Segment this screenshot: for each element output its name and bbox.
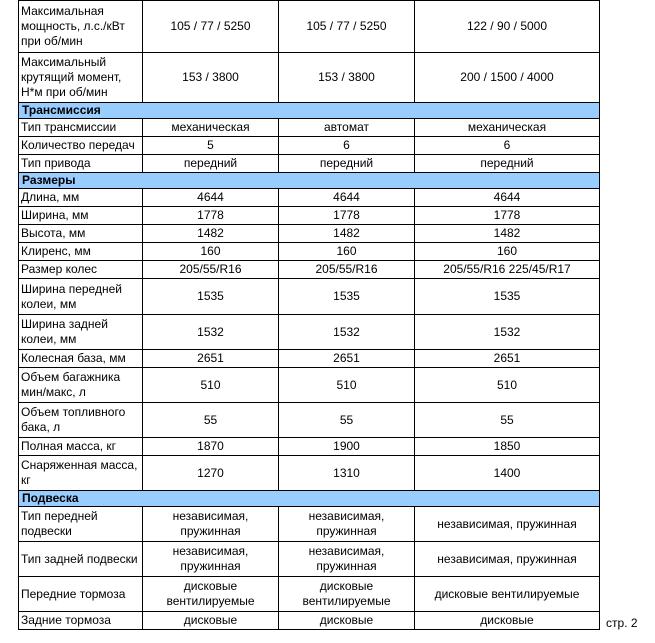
row-value-1: дисковые xyxy=(143,612,279,630)
row-value-3: независимая, пружинная xyxy=(415,507,600,542)
row-value-2: 1310 xyxy=(279,456,415,491)
table-row xyxy=(19,368,600,403)
row-value-3: 1535 xyxy=(415,279,600,315)
specifications-table xyxy=(18,0,600,630)
row-label: Тип передней подвески xyxy=(19,507,143,542)
row-label: Размер колес xyxy=(19,261,143,279)
row-label: Объем топливного бака, л xyxy=(19,403,143,438)
row-value-2: 4644 xyxy=(279,189,415,207)
row-value-1: 4644 xyxy=(143,189,279,207)
row-value-2: независимая, пружинная xyxy=(279,542,415,577)
row-value-2: 1482 xyxy=(279,225,415,243)
row-value-1: дисковые вентилируемые xyxy=(143,577,279,612)
table-row xyxy=(19,243,600,261)
table-row xyxy=(19,315,600,350)
table-row xyxy=(19,350,600,368)
page-number: стр. 2 xyxy=(606,616,638,630)
row-value-2: 55 xyxy=(279,403,415,438)
table-row xyxy=(19,189,600,207)
row-value-1: 1270 xyxy=(143,456,279,491)
row-value-3: 4644 xyxy=(415,189,600,207)
row-label: Длина, мм xyxy=(19,189,143,207)
row-value-1: 160 xyxy=(143,243,279,261)
section-title: Трансмиссия xyxy=(19,103,600,119)
row-value-2: дисковые xyxy=(279,612,415,630)
row-label: Максимальный крутящий момент, Н*м при об/мин xyxy=(19,53,143,103)
row-label: Клиренс, мм xyxy=(19,243,143,261)
row-value-2: 2651 xyxy=(279,350,415,368)
row-value-2: 1532 xyxy=(279,315,415,350)
row-value-1: 1870 xyxy=(143,438,279,456)
row-label: Полная масса, кг xyxy=(19,438,143,456)
row-value-2: 160 xyxy=(279,243,415,261)
section-header-row xyxy=(19,491,600,507)
row-value-3: 55 xyxy=(415,403,600,438)
row-value-3: 1400 xyxy=(415,456,600,491)
row-label: Высота, мм xyxy=(19,225,143,243)
row-value-2: независимая, пружинная xyxy=(279,507,415,542)
section-header-row xyxy=(19,173,600,189)
row-value-2: 1778 xyxy=(279,207,415,225)
row-value-1: 510 xyxy=(143,368,279,403)
row-value-3: дисковые вентилируемые xyxy=(415,577,600,612)
row-value-1: независимая, пружинная xyxy=(143,507,279,542)
row-value-2: дисковые вентилируемые xyxy=(279,577,415,612)
row-value-3: передний xyxy=(415,155,600,173)
row-value-1: 205/55/R16 xyxy=(143,261,279,279)
row-label: Ширина задней колеи, мм xyxy=(19,315,143,350)
row-label: Передние тормоза xyxy=(19,577,143,612)
row-value-2: передний xyxy=(279,155,415,173)
table-row xyxy=(19,137,600,155)
row-value-2: 1900 xyxy=(279,438,415,456)
table-row xyxy=(19,1,600,53)
row-value-3: 1532 xyxy=(415,315,600,350)
row-value-1: передний xyxy=(143,155,279,173)
row-label: Ширина передней колеи, мм xyxy=(19,279,143,315)
row-label: Тип задней подвески xyxy=(19,542,143,577)
table-row xyxy=(19,119,600,137)
row-value-2: 510 xyxy=(279,368,415,403)
row-value-2: 105 / 77 / 5250 xyxy=(279,1,415,53)
row-label: Снаряженная масса, кг xyxy=(19,456,143,491)
row-value-3: 205/55/R16 225/45/R17 xyxy=(415,261,600,279)
row-label: Количество передач xyxy=(19,137,143,155)
row-label: Объем багажника мин/макс, л xyxy=(19,368,143,403)
section-title: Подвеска xyxy=(19,491,600,507)
row-value-3: механическая xyxy=(415,119,600,137)
row-value-1: механическая xyxy=(143,119,279,137)
row-value-3: 1850 xyxy=(415,438,600,456)
row-label: Ширина, мм xyxy=(19,207,143,225)
row-value-3: 1482 xyxy=(415,225,600,243)
row-value-1: 1532 xyxy=(143,315,279,350)
row-label: Задние тормоза xyxy=(19,612,143,630)
row-value-2: 1535 xyxy=(279,279,415,315)
table-row xyxy=(19,261,600,279)
section-header-row xyxy=(19,103,600,119)
row-value-1: 153 / 3800 xyxy=(143,53,279,103)
table-row xyxy=(19,438,600,456)
table-row xyxy=(19,155,600,173)
table-row xyxy=(19,612,600,630)
row-label: Максимальная мощность, л.с./кВт при об/мин xyxy=(19,1,143,53)
row-value-1: 55 xyxy=(143,403,279,438)
row-value-3: 200 / 1500 / 4000 xyxy=(415,53,600,103)
row-value-3: 510 xyxy=(415,368,600,403)
row-value-1: 5 xyxy=(143,137,279,155)
table-row xyxy=(19,577,600,612)
row-value-2: 153 / 3800 xyxy=(279,53,415,103)
row-value-1: 1535 xyxy=(143,279,279,315)
row-value-1: 1778 xyxy=(143,207,279,225)
row-value-3: дисковые xyxy=(415,612,600,630)
table-row xyxy=(19,225,600,243)
row-value-1: независимая, пружинная xyxy=(143,542,279,577)
row-value-2: 6 xyxy=(279,137,415,155)
table-row xyxy=(19,456,600,491)
table-row xyxy=(19,53,600,103)
row-value-2: 205/55/R16 xyxy=(279,261,415,279)
row-label: Тип трансмиссии xyxy=(19,119,143,137)
row-label: Тип привода xyxy=(19,155,143,173)
table-row xyxy=(19,507,600,542)
row-label: Колесная база, мм xyxy=(19,350,143,368)
row-value-3: независимая, пружинная xyxy=(415,542,600,577)
table-row xyxy=(19,403,600,438)
row-value-3: 1778 xyxy=(415,207,600,225)
row-value-3: 122 / 90 / 5000 xyxy=(415,1,600,53)
table-row xyxy=(19,207,600,225)
row-value-1: 105 / 77 / 5250 xyxy=(143,1,279,53)
row-value-1: 2651 xyxy=(143,350,279,368)
row-value-2: автомат xyxy=(279,119,415,137)
row-value-1: 1482 xyxy=(143,225,279,243)
section-title: Размеры xyxy=(19,173,600,189)
table-row xyxy=(19,542,600,577)
row-value-3: 2651 xyxy=(415,350,600,368)
row-value-3: 160 xyxy=(415,243,600,261)
table-row xyxy=(19,279,600,315)
row-value-3: 6 xyxy=(415,137,600,155)
